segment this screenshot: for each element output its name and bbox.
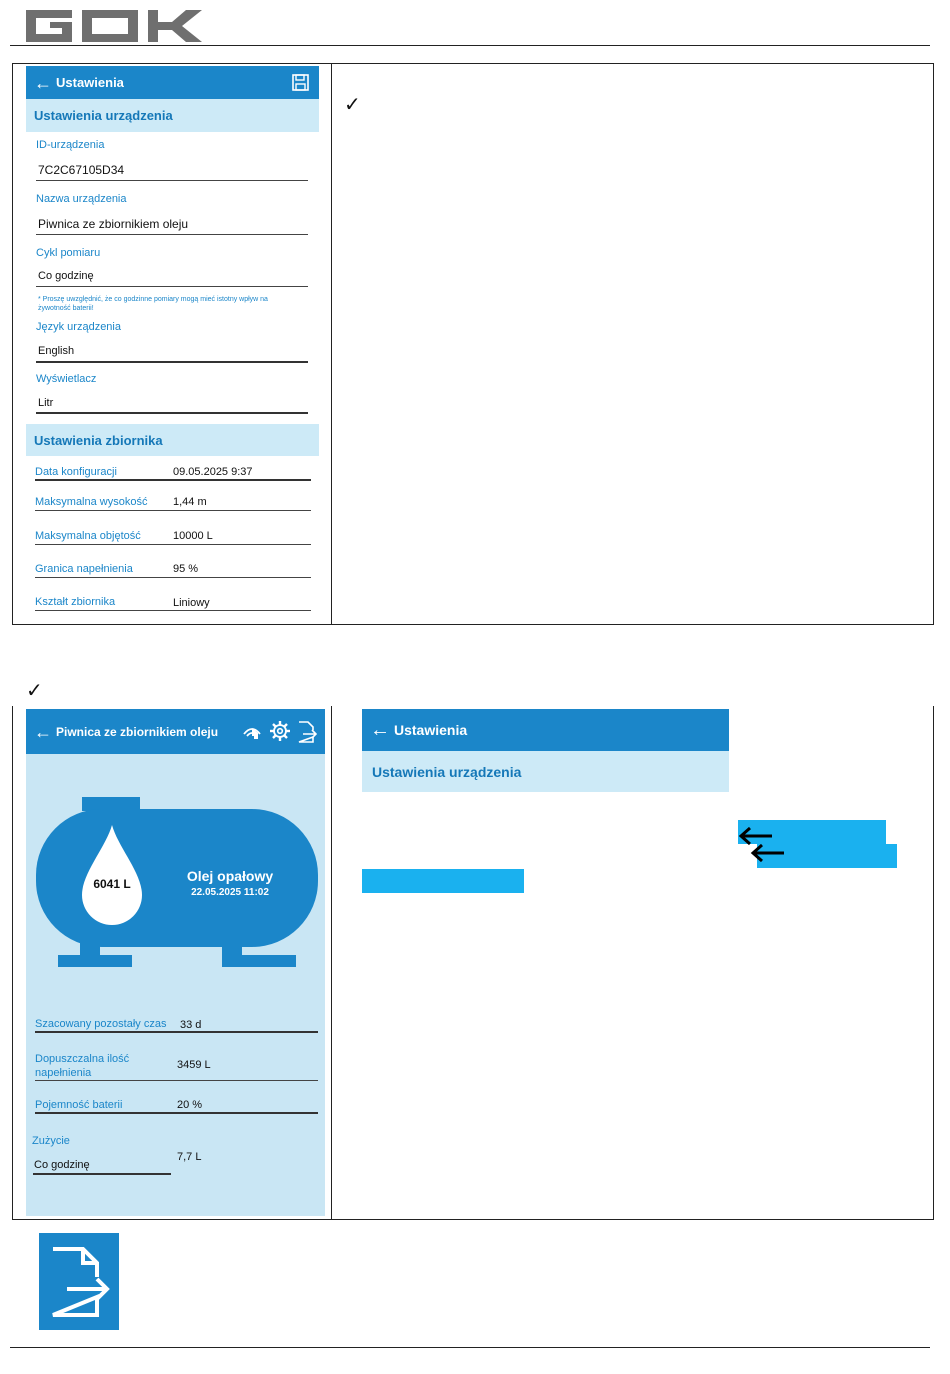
row-max-volume[interactable]: 10000 L <box>173 530 213 542</box>
settings-app-bar <box>26 66 319 99</box>
wifi-home-icon[interactable] <box>241 720 263 742</box>
settings-title: Ustawienia <box>56 75 124 90</box>
settings-screen <box>26 66 319 622</box>
underline-device-id <box>36 180 308 181</box>
underline-display <box>36 412 308 414</box>
tank-overview-screen <box>26 709 325 1216</box>
field-label-measure-cycle: Cykl pomiaru <box>36 247 101 259</box>
gok-logo <box>26 10 202 42</box>
row-label-tank-shape: Kształt zbiornika <box>35 596 116 608</box>
consumption-value: 7,7 L <box>177 1151 202 1163</box>
tank-settings-header: Ustawienia zbiornika <box>26 424 319 456</box>
row-label-allowed-fill: Dopuszczalna ilość napełnienia <box>35 1053 130 1079</box>
device-settings-header-2: Ustawienia urządzenia <box>362 751 729 792</box>
underline-tank-shape <box>35 610 311 611</box>
field-device-id: 7C2C67105D34 <box>38 163 125 177</box>
row-config-date: 09.05.2025 9:37 <box>173 466 253 478</box>
tank-volume: 6041 L <box>93 877 131 891</box>
save-icon[interactable] <box>292 74 309 91</box>
export-icon-box <box>39 1233 119 1330</box>
battery-note: * Proszę uwzględnić, że co godzinne pomiary mogą mieć istotny wpływ na żywotność baterii! <box>38 296 268 312</box>
device-settings-header: Ustawienia urządzenia <box>26 99 319 132</box>
row-allowed-fill: 3459 L <box>177 1059 211 1071</box>
row-label-remaining-time: Szacowany pozostały czas <box>35 1018 167 1030</box>
row-max-height[interactable]: 1,44 m <box>173 496 207 508</box>
underline-max-volume <box>35 544 311 545</box>
settings-app-bar-2 <box>362 709 729 751</box>
frame-1-divider <box>331 63 332 625</box>
field-measure-cycle[interactable]: Co godzinę <box>38 270 94 282</box>
underline-device-language <box>36 361 308 363</box>
row-remaining-time: 33 d <box>180 1019 202 1031</box>
field-device-language[interactable]: English <box>38 345 75 357</box>
field-label-display: Wyświetlacz <box>36 373 97 385</box>
underline-config-date <box>35 479 311 481</box>
underline-fill-limit <box>35 577 311 578</box>
consumption-label: Zużycie <box>32 1135 70 1147</box>
underline-remaining-time <box>35 1031 318 1033</box>
field-label-device-language: Język urządzenia <box>36 321 121 333</box>
tank-screen-title: Piwnica ze zbiornikiem oleju <box>56 724 219 739</box>
app-bar-icons <box>241 720 317 744</box>
consumption-period[interactable]: Co godzinę <box>34 1159 90 1171</box>
gear-icon[interactable] <box>269 720 291 742</box>
footer-rule <box>10 1347 930 1348</box>
field-label-device-id: ID-urządzenia <box>36 139 105 151</box>
row-label-fill-limit: Granica napełnienia <box>35 563 133 575</box>
underline-device-name <box>36 234 308 235</box>
field-label-device-name: Nazwa urządzenia <box>36 193 127 205</box>
fuel-date: 22.05.2025 11:02 <box>191 887 269 898</box>
back-arrow-icon[interactable]: ← <box>34 72 52 93</box>
row-fill-limit[interactable]: 95 % <box>173 563 199 575</box>
underline-measure-cycle <box>36 286 308 287</box>
export-icon <box>49 1245 111 1319</box>
row-label-max-height: Maksymalna wysokość <box>35 496 148 508</box>
back-arrow-icon[interactable]: ← <box>370 719 390 741</box>
fuel-name: Olej opałowy <box>186 868 274 884</box>
back-arrow-icon[interactable]: ← <box>34 721 52 742</box>
header-rule <box>10 45 930 46</box>
settings-title-2: Ustawienia <box>394 722 468 738</box>
row-label-config-date: Data konfiguracji <box>35 466 117 478</box>
check-mark-2: ✓ <box>26 678 43 702</box>
underline-allowed-fill <box>35 1080 318 1081</box>
row-label-battery: Pojemność baterii <box>35 1099 123 1111</box>
field-display[interactable]: Litr <box>38 397 54 409</box>
highlight-bar-3 <box>362 869 524 893</box>
row-label-max-volume: Maksymalna objętość <box>35 530 141 542</box>
export-icon[interactable] <box>297 720 317 744</box>
pointer-arrow-icon <box>750 843 786 863</box>
underline-battery <box>35 1112 318 1114</box>
underline-consumption <box>33 1173 171 1175</box>
underline-max-height <box>35 510 311 511</box>
tank-app-bar <box>26 709 325 754</box>
field-device-name[interactable]: Piwnica ze zbiornikiem oleju <box>38 217 189 231</box>
row-battery: 20 % <box>177 1099 203 1111</box>
frame-2-divider <box>331 706 332 1220</box>
row-tank-shape[interactable]: Liniowy <box>173 597 210 609</box>
check-mark-1: ✓ <box>344 92 361 116</box>
